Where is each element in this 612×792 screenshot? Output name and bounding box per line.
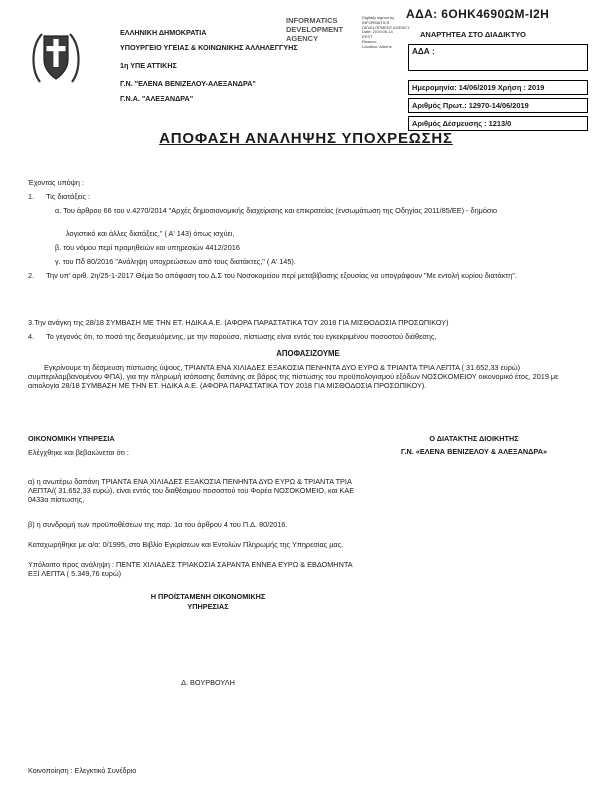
commitment-number-box: Αριθμός Δέσμευσης : 1213/0 xyxy=(408,116,588,131)
preamble-intro: Έχοντας υπόψη : xyxy=(28,178,85,187)
ada-box xyxy=(408,44,588,71)
preamble-section xyxy=(28,178,588,395)
signature-detail-line: Digitally signed by xyxy=(362,15,395,20)
remainder-line: Υπόλοιπο προς ανάληψη : ΠΕΝΤΕ ΧΙΛΙΑΔΕΣ ΤΡΙΑΚΟΣΙΑ ΣΑΡΑΝΤΑ ΕΝΝΕΑ ΕΥΡΩ & ΕΒΔΟΜΗΝΤΑ ΕΞΙ ΛΕΠΤΑ ( 5.349,76 ευρώ) xyxy=(28,560,353,578)
signature-detail-line: DEVELOPMENT AGENCY xyxy=(362,24,410,30)
signature-detail-line: Location: Athens xyxy=(362,43,392,49)
org-line-ype: 1η ΥΠΕ ΑΤΤΙΚΗΣ xyxy=(120,61,177,70)
orderer-section xyxy=(356,434,592,460)
orderer-title: Ο ΔΙΑΤΑΚΤΗΣ ΔΙΟΙΚΗΤΗΣ xyxy=(429,434,519,443)
org-line-republic: ΕΛΛΗΝΙΚΗ ΔΗΜΟΚΡΑΤΙΑ xyxy=(120,28,207,37)
financial-service-heading: ΟΙΚΟΝΟΜΙΚΗ ΥΠΗΡΕΣΙΑ xyxy=(28,434,115,443)
publish-note: ΑΝΑΡΤΗΤΕΑ ΣΤΟ ΔΙΑΔΙΚΤΥΟ xyxy=(420,30,526,39)
protocol-number-box: Αριθμός Πρωτ.: 12970-14/06/2019 xyxy=(408,98,588,113)
ada-box-label: ΑΔΑ : xyxy=(412,47,435,56)
financial-head-title xyxy=(93,592,323,612)
financial-service-section xyxy=(28,434,360,687)
date-box: Ημερομηνία: 14/06/2019 Χρήση : 2019 xyxy=(408,80,588,95)
digital-signature-stamp xyxy=(286,16,420,50)
org-line-ministry: ΥΠΟΥΡΓΕΙΟ ΥΓΕΙΑΣ & ΚΟΙΝΩΝΙΚΗΣ ΑΛΛΗΛΕΓΓΥΗΣ xyxy=(120,43,298,52)
signature-detail-line: INFORMATICS xyxy=(362,19,390,25)
decision-paragraph: Εγκρίνουμε τη δέσμευση πίστωσης ύψους, ΤΡΙΑΝΤΑ ΕΝΑ ΧΙΛΙΑΔΕΣ ΕΞΑΚΟΣΙΑ ΠΕΝΗΝΤΑ ΔΥΟ ΕΥΡΩ & ΤΡΙΑΝΤΑ ΤΡΙΑ ΛΕΠΤΑ ( 31.652,33 ευρώ) συμπεριλαμβανομένου ΦΠΑ), για την πληρωμή ισόποσης δαπάνης σε βάρος της πίστωσης του προϋπολογισμού εξόδων ΝΟΣΟΚΟΜΕΙΟΥ οικονομικό έτος, 2019 με αιτιολογία 28/18 ΣΥΜΒΑΣΗ ΜΕ ΤΗΝ ΕΤ. ΗΔΙΚΑ Α.Ε. (ΑΦΟΡΑ ΠΑΡΑΣΤΑΤΙΚΑ ΤΟΥ 2018 ΓΙΑ ΜΙΣΘΟΔΟΣΙΑ ΠΡΟΣΩΠΙΚΟΥ). xyxy=(28,363,561,390)
list-item-4: 4. Το γεγονός ότι, το ποσό της δεσμευόμενης, με την παρούσα, πίστωσης είναι εντός του εγκεκριμένου ποσοστού διάθεσης, xyxy=(28,332,437,341)
greek-coat-of-arms-icon xyxy=(30,26,82,90)
list-item-1a: α. Του άρθρου 66 του ν.4270/2014 "Αρχές δημοσιονομικής διαχείρισης και επικρατείας (ενσωμάτωση της Οδηγίας 2011/85/ΕΕ) - δημόσιο xyxy=(55,206,498,215)
list-item-1c: γ. του Πδ 80/2016 "Ανάληψη υποχρεώσεων από τους διατάκτες," ( Α' 145). xyxy=(55,257,296,266)
signature-detail-line: EEST xyxy=(362,34,373,40)
registration-line: Καταχωρήθηκε με α/α: 0/1995, στο Βιβλίο Εγκρίσεων και Εντολών Πληρωμής της Υπηρεσίας μας. xyxy=(28,540,344,549)
list-item-1a-cont: λογιστικό και άλλες διατάξεις," ( Α' 143) όπως ισχύει, xyxy=(66,229,235,238)
signature-agency-name-line: DEVELOPMENT AGENCY xyxy=(286,25,344,43)
financial-head-title-line2: ΥΠΗΡΕΣΙΑΣ xyxy=(187,602,229,611)
financial-paragraph-b: β) η συνδρομή των προϋποθέσεων της παρ. 1α του άρθρου 4 του Π.Δ. 80/2016. xyxy=(28,520,288,529)
list-item-1b: β. του νόμου περί προμηθειών και υπηρεσιών 4412/2016 xyxy=(55,243,240,252)
list-item-3: 3.Την ανάγκη της 28/18 ΣΥΜΒΑΣΗ ΜΕ ΤΗΝ ΕΤ. ΗΔΙΚΑ Α.Ε. (ΑΦΟΡΑ ΠΑΡΑΣΤΑΤΙΚΑ ΤΟΥ 2018 ΓΙΑ ΜΙΣΘΟΔΟΣΙΑ ΠΡΟΣΩΠΙΚΟΥ) xyxy=(28,318,449,327)
signature-agency-name xyxy=(286,16,358,50)
financial-paragraph-a: α) η ανωτέρω δαπάνη ΤΡΙΑΝΤΑ ΕΝΑ ΧΙΛΙΑΔΕΣ ΕΞΑΚΟΣΙΑ ΠΕΝΗΝΤΑ ΔΥΟ ΕΥΡΩ & ΤΡΙΑΝΤΑ ΤΡΙΑ ΛΕΠΤΑ/( 31.652,33 ευρώ), είναι εντός του διαθέσιμου ποσοστού του Φορέα ΝΟΣΟΚΟΜΕΙΟ, και ΚΑΕ 0433α πίστωσης, xyxy=(28,477,355,504)
orderer-hospital: Γ.Ν. «ΕΛΕΝΑ ΒΕΝΙΖΕΛΟΥ & ΑΛΕΞΑΝΔΡΑ» xyxy=(400,447,548,456)
list-item-1: 1. Τις διατάξεις : xyxy=(28,192,91,201)
decision-heading: ΑΠΟΦΑΣΙΖΟΥΜΕ xyxy=(276,349,340,358)
list-item-2: 2. Την υπ' αριθ. 2η/25-1-2017 Θέμα 5ο απόφαση του Δ.Σ του Νοσοκομείου περί μεταβίβασης εξουσίας να υπογράφουν "Με εντολή κυρίου διατάκτη". xyxy=(28,271,517,280)
financial-head-title-line1: Η ΠΡΟΪΣΤΑΜΕΝΗ ΟΙΚΟΝΟΜΙΚΗΣ xyxy=(150,592,266,601)
document-title: ΑΠΟΦΑΣΗ ΑΝΑΛΗΨΗΣ ΥΠΟΧΡΕΩΣΗΣ xyxy=(159,130,453,147)
financial-signer-name: Δ. ΒΟΥΡΒΟΥΛΗ xyxy=(181,678,235,687)
org-line-hospital-2: Γ.Ν.Α. "ΑΛΕΞΑΝΔΡΑ" xyxy=(120,94,194,103)
signature-agency-name-line: INFORMATICS xyxy=(286,16,338,25)
ada-number-header: ΑΔΑ: 6ΟΗΚ4690ΩΜ-Ι2Η xyxy=(406,7,550,21)
financial-checked-line: Ελέγχθηκε και βεβαιώνεται ότι : xyxy=(28,448,129,457)
signature-detail-line: Reason: xyxy=(362,38,377,44)
signature-detail-line: Date: 2019.06.14 xyxy=(362,29,393,35)
distribution-note: Κοινοποίηση : Ελεγκτικό Συνέδριο xyxy=(28,766,137,775)
org-line-hospital-1: Γ.Ν. "ΕΛΕΝΑ ΒΕΝΙΖΕΛΟΥ-ΑΛΕΞΑΝΔΡΑ" xyxy=(120,79,256,88)
agency-header xyxy=(120,29,298,110)
